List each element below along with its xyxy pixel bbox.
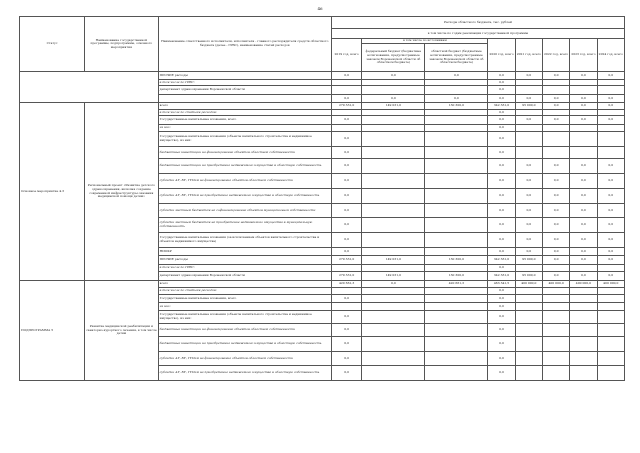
value-cell: 420 661,3	[425, 281, 488, 288]
value-cell	[542, 324, 569, 337]
value-cell: 0,0	[331, 218, 361, 233]
value-cell: 0,0	[488, 159, 515, 174]
value-cell: 0,0	[597, 72, 624, 80]
value-cell	[425, 303, 488, 311]
group-status: Основное мероприятие 4.3	[20, 103, 85, 281]
value-cell	[362, 311, 425, 324]
value-cell: 0,0	[570, 103, 597, 110]
value-cell	[597, 147, 624, 159]
value-cell	[542, 337, 569, 352]
value-cell	[425, 189, 488, 204]
value-cell	[570, 311, 597, 324]
row-label: департамент здравоохранения Воронежской области	[158, 272, 331, 281]
value-cell: 0,0	[488, 95, 515, 103]
value-cell: 279 331,0	[331, 103, 361, 110]
group-name: Развитие медицинской реабилитации и санаторно-курортного лечения, в том числе детям	[85, 281, 159, 381]
value-cell	[425, 147, 488, 159]
value-cell: 0,0	[597, 256, 624, 265]
value-cell: 0,0	[488, 337, 515, 352]
value-cell: 0,0	[331, 189, 361, 204]
value-cell	[425, 288, 488, 295]
value-cell: 279 331,0	[331, 256, 361, 265]
value-cell: 0,0	[515, 95, 542, 103]
value-cell	[597, 366, 624, 381]
value-cell	[331, 265, 361, 272]
value-cell	[597, 311, 624, 324]
value-cell	[597, 265, 624, 272]
value-cell: 0,0	[515, 159, 542, 174]
value-cell	[597, 288, 624, 295]
value-cell	[570, 265, 597, 272]
value-cell: 0,0	[488, 324, 515, 337]
header-by-years: в том числе по годам реализации государственной программы	[331, 29, 624, 39]
value-cell: 95 000,0	[515, 272, 542, 281]
value-cell	[542, 288, 569, 295]
value-cell: 149 031,0	[362, 256, 425, 265]
value-cell	[362, 352, 425, 366]
value-cell: 0,0	[570, 189, 597, 204]
value-cell	[570, 125, 597, 132]
value-cell: 0,0	[570, 272, 597, 281]
value-cell	[425, 116, 488, 125]
value-cell	[515, 352, 542, 366]
value-cell	[597, 352, 624, 366]
row-label: ПРОЧИЕ расходы	[158, 72, 331, 80]
value-cell: 0,0	[488, 116, 515, 125]
value-cell	[425, 132, 488, 147]
value-cell: 0,0	[597, 189, 624, 204]
value-cell: 0,0	[515, 72, 542, 80]
value-cell: 0,0	[425, 72, 488, 80]
value-cell: 0,0	[570, 174, 597, 189]
value-cell: 0,0	[488, 265, 515, 272]
value-cell	[362, 125, 425, 132]
row-label: субсидии АУ, БУ, ГУПам на финансирование объектов областной собственности	[158, 352, 331, 366]
value-cell	[542, 132, 569, 147]
value-cell: 0,0	[331, 233, 361, 248]
value-cell	[425, 295, 488, 303]
value-cell: 0,0	[488, 204, 515, 218]
value-cell: 0,0	[542, 72, 569, 80]
value-cell	[515, 366, 542, 381]
value-cell	[362, 324, 425, 337]
value-cell	[362, 233, 425, 248]
header-year-2020: 2020 год, всего	[488, 39, 515, 72]
value-cell	[362, 159, 425, 174]
value-cell	[362, 132, 425, 147]
row-label: в том числе по статьям расходов:	[158, 288, 331, 295]
value-cell	[425, 174, 488, 189]
value-cell: 0,0	[331, 324, 361, 337]
value-cell	[515, 147, 542, 159]
value-cell	[542, 147, 569, 159]
value-cell	[597, 295, 624, 303]
value-cell	[425, 159, 488, 174]
row-label: всего	[158, 103, 331, 110]
value-cell: 0,0	[331, 159, 361, 174]
value-cell	[542, 295, 569, 303]
row-label: бюджетные инвестиции на финансирование объектов областной собственности	[158, 324, 331, 337]
value-cell: 0,0	[597, 204, 624, 218]
value-cell	[425, 233, 488, 248]
value-cell: 0,0	[570, 256, 597, 265]
value-cell: 0,0	[597, 218, 624, 233]
value-cell: 342 331,0	[488, 103, 515, 110]
value-cell	[425, 366, 488, 381]
value-cell: 0,0	[488, 311, 515, 324]
page-number: 46	[317, 6, 323, 11]
value-cell: 0,0	[331, 295, 361, 303]
value-cell	[570, 324, 597, 337]
value-cell: 0,0	[515, 233, 542, 248]
value-cell	[362, 248, 425, 256]
value-cell: 0,0	[362, 72, 425, 80]
value-cell: 0,0	[542, 95, 569, 103]
value-cell	[425, 248, 488, 256]
value-cell: 342 331,0	[488, 256, 515, 265]
value-cell	[597, 337, 624, 352]
value-cell: 0,0	[488, 125, 515, 132]
value-cell	[570, 352, 597, 366]
value-cell: 0,0	[488, 233, 515, 248]
value-cell: 0,0	[597, 95, 624, 103]
value-cell: 400 000,0	[570, 281, 597, 288]
row-label: Государственные капитальные вложения (объекты капитального строительства и недвижимое имущество), из них:	[158, 311, 331, 324]
value-cell	[570, 132, 597, 147]
value-cell: 0,0	[542, 248, 569, 256]
group-name: Региональный проект «Развитие детского здравоохранения, включая создание современной инфраструктуры оказания медицинской помощи детям»	[85, 103, 159, 281]
value-cell: 400 000,0	[597, 281, 624, 288]
value-cell: 279 331,0	[331, 272, 361, 281]
value-cell: 0,0	[488, 295, 515, 303]
row-label: Государственные капитальные вложения (за исключением объектов капитального строительства и объектов недвижимого имущества)	[158, 233, 331, 248]
value-cell: 0,0	[597, 174, 624, 189]
value-cell: 0,0	[542, 204, 569, 218]
value-cell	[597, 132, 624, 147]
value-cell: 0,0	[331, 116, 361, 125]
value-cell	[570, 366, 597, 381]
value-cell	[570, 337, 597, 352]
table-row	[20, 72, 625, 80]
value-cell	[515, 311, 542, 324]
value-cell: 0,0	[331, 72, 361, 80]
row-label: Государственные капитальные вложения, всего	[158, 116, 331, 125]
value-cell: 0,0	[542, 256, 569, 265]
row-label: в том числе по статьям расходов:	[158, 110, 331, 116]
row-label: из них:	[158, 125, 331, 132]
value-cell	[542, 86, 569, 95]
value-cell: 0,0	[488, 352, 515, 366]
value-cell	[515, 324, 542, 337]
value-cell	[362, 189, 425, 204]
value-cell: 95 000,0	[515, 103, 542, 110]
value-cell	[542, 303, 569, 311]
value-cell: 0,0	[570, 218, 597, 233]
value-cell: 0,0	[542, 272, 569, 281]
value-cell	[425, 311, 488, 324]
value-cell	[425, 125, 488, 132]
value-cell: 0,0	[597, 116, 624, 125]
value-cell: 0,0	[331, 366, 361, 381]
value-cell	[425, 324, 488, 337]
value-cell	[542, 265, 569, 272]
value-cell: 95 000,0	[515, 256, 542, 265]
value-cell	[362, 265, 425, 272]
value-cell	[570, 295, 597, 303]
value-cell: 400 000,0	[542, 281, 569, 288]
row-label: субсидии АУ, БУ, ГУПам на финансирование объектов областной собственности	[158, 174, 331, 189]
value-cell	[515, 303, 542, 311]
empty-cell	[20, 72, 159, 103]
row-label: субсидии местным бюджетам на софинансирование объектов муниципальной собственности	[158, 204, 331, 218]
row-label: Государственные капитальные вложения (объекты капитального строительства и недвижимое имущество), из них:	[158, 132, 331, 147]
table-body	[20, 72, 625, 381]
value-cell	[362, 337, 425, 352]
value-cell	[597, 303, 624, 311]
value-cell	[597, 324, 624, 337]
table-row	[20, 103, 625, 110]
value-cell: 0,0	[597, 233, 624, 248]
table-row	[20, 281, 625, 288]
value-cell	[425, 265, 488, 272]
row-label: субсидии местным бюджетам на приобретение недвижимого имущества в муниципальную собственность	[158, 218, 331, 233]
value-cell: 0,0	[488, 80, 515, 86]
row-label: из них:	[158, 303, 331, 311]
value-cell: 0,0	[570, 72, 597, 80]
value-cell: 130 300,0	[425, 272, 488, 281]
value-cell	[362, 295, 425, 303]
value-cell: 400 000,0	[515, 281, 542, 288]
value-cell: 0,0	[488, 303, 515, 311]
header-year-2019: 2019 год, всего	[331, 39, 361, 72]
row-label: ПРОЧИЕ расходы	[158, 256, 331, 265]
value-cell	[331, 303, 361, 311]
value-cell: 0,0	[597, 248, 624, 256]
row-label: субсидии АУ, БУ, ГУПам на приобретение недвижимого имущества в областную собственность	[158, 366, 331, 381]
value-cell: 420 661,3	[331, 281, 361, 288]
value-cell: 0,0	[331, 95, 361, 103]
value-cell: 0,0	[488, 218, 515, 233]
value-cell	[362, 218, 425, 233]
value-cell: 0,0	[597, 159, 624, 174]
value-cell	[515, 337, 542, 352]
value-cell: 0,0	[515, 248, 542, 256]
value-cell: 0,0	[488, 174, 515, 189]
row-label: субсидии АУ, БУ, ГУПам на приобретение недвижимого имущества в областную собственность	[158, 189, 331, 204]
value-cell: 0,0	[331, 337, 361, 352]
header-program-name: Наименование государственной программы, подпрограммы, основного мероприятия	[85, 17, 159, 72]
value-cell: 0,0	[331, 132, 361, 147]
value-cell	[362, 366, 425, 381]
value-cell: 0,0	[488, 72, 515, 80]
value-cell: 0,0	[331, 174, 361, 189]
value-cell: 0,0	[542, 189, 569, 204]
value-cell: 0,0	[542, 116, 569, 125]
value-cell: 130 300,0	[425, 103, 488, 110]
value-cell: 0,0	[488, 288, 515, 295]
row-label: НИОКР	[158, 248, 331, 256]
value-cell: 0,0	[597, 272, 624, 281]
value-cell	[515, 86, 542, 95]
value-cell	[362, 174, 425, 189]
value-cell	[570, 86, 597, 95]
header-executor: Наименование ответственного исполнителя, исполнителя - главного распорядителя средств областного бюджета (далее - ГРБС), наименование статей расходов	[158, 17, 331, 72]
value-cell	[597, 125, 624, 132]
value-cell	[597, 86, 624, 95]
value-cell: 0,0	[597, 103, 624, 110]
value-cell	[542, 352, 569, 366]
value-cell	[542, 125, 569, 132]
value-cell	[362, 303, 425, 311]
value-cell: 0,0	[542, 233, 569, 248]
value-cell: 0,0	[515, 174, 542, 189]
value-cell	[425, 218, 488, 233]
group-status: ПОДПРОГРАММА 5	[20, 281, 85, 381]
value-cell: 0,0	[331, 204, 361, 218]
header-year-2022: 2022 год, всего	[542, 39, 569, 72]
value-cell	[362, 116, 425, 125]
value-cell: 130 300,0	[425, 256, 488, 265]
value-cell: 0,0	[515, 189, 542, 204]
value-cell: 0,0	[542, 103, 569, 110]
value-cell: 0,0	[425, 95, 488, 103]
value-cell	[362, 204, 425, 218]
value-cell: 0,0	[515, 116, 542, 125]
value-cell: 0,0	[362, 281, 425, 288]
value-cell: 0,0	[488, 248, 515, 256]
value-cell	[515, 265, 542, 272]
value-cell: 0,0	[488, 132, 515, 147]
value-cell	[570, 147, 597, 159]
value-cell: 0,0	[570, 233, 597, 248]
value-cell: 0,0	[542, 174, 569, 189]
value-cell	[542, 366, 569, 381]
value-cell	[515, 132, 542, 147]
value-cell: 0,0	[515, 204, 542, 218]
row-label: всего	[158, 281, 331, 288]
value-cell: 0,0	[570, 116, 597, 125]
row-label: в том числе по ГРБС:	[158, 80, 331, 86]
value-cell: 0,0	[488, 110, 515, 116]
value-cell	[331, 288, 361, 295]
value-cell	[425, 204, 488, 218]
value-cell: 0,0	[331, 352, 361, 366]
row-label: бюджетные инвестиции на приобретение недвижимого имущества в областную собственность	[158, 159, 331, 174]
value-cell	[515, 125, 542, 132]
value-cell: 0,0	[488, 86, 515, 95]
value-cell: 0,0	[570, 95, 597, 103]
value-cell: 0,0	[515, 218, 542, 233]
value-cell	[570, 288, 597, 295]
value-cell: 0,0	[362, 95, 425, 103]
row-label: бюджетные инвестиции на финансирование объектов областной собственности	[158, 147, 331, 159]
header-by-sources: в том числе по источникам	[362, 39, 488, 44]
value-cell	[425, 337, 488, 352]
value-cell: 149 031,0	[362, 103, 425, 110]
header-year-2023: 2023 год, всего	[570, 39, 597, 72]
row-label: бюджетные инвестиции на приобретение недвижимого имущества в областную собственность	[158, 337, 331, 352]
header-year-2024: 2024 год, всего	[597, 39, 624, 72]
value-cell: 0,0	[331, 147, 361, 159]
row-label: департамент здравоохранения Воронежской области	[158, 86, 331, 95]
header-year-2021: 2021 год, всего	[515, 39, 542, 72]
value-cell	[570, 303, 597, 311]
row-label: в том числе по ГРБС:	[158, 265, 331, 272]
value-cell: 0,0	[488, 189, 515, 204]
value-cell	[362, 147, 425, 159]
value-cell: 0,0	[331, 248, 361, 256]
value-cell	[362, 288, 425, 295]
value-cell: 0,0	[570, 248, 597, 256]
row-label: Государственные капитальные вложения, всего	[158, 295, 331, 303]
value-cell	[362, 86, 425, 95]
value-cell: 342 331,0	[488, 272, 515, 281]
value-cell	[425, 86, 488, 95]
value-cell: 0,0	[488, 366, 515, 381]
row-label	[158, 95, 331, 103]
header-status: Статус	[20, 17, 85, 72]
value-cell	[515, 295, 542, 303]
value-cell: 0,0	[488, 147, 515, 159]
header-federal-budget: федеральный бюджет (бюджетные ассигнования, предусмотренные законом Воронежской области об областном бюджете)	[362, 44, 425, 72]
header-regional-budget: областной бюджет (бюджетные ассигнования, предусмотренные законом Воронежской области об областном бюджете)	[425, 44, 488, 72]
value-cell: 0,0	[542, 159, 569, 174]
value-cell: 0,0	[570, 204, 597, 218]
budget-table	[19, 16, 625, 381]
value-cell: 463 341,5	[488, 281, 515, 288]
value-cell	[331, 125, 361, 132]
value-cell: 0,0	[331, 311, 361, 324]
value-cell: 0,0	[570, 159, 597, 174]
value-cell: 0,0	[542, 218, 569, 233]
header-expenses-title: Расходы областного бюджета, тыс. рублей	[331, 17, 624, 29]
value-cell: 149 031,0	[362, 272, 425, 281]
value-cell	[425, 352, 488, 366]
value-cell	[515, 288, 542, 295]
value-cell	[542, 311, 569, 324]
value-cell	[331, 86, 361, 95]
